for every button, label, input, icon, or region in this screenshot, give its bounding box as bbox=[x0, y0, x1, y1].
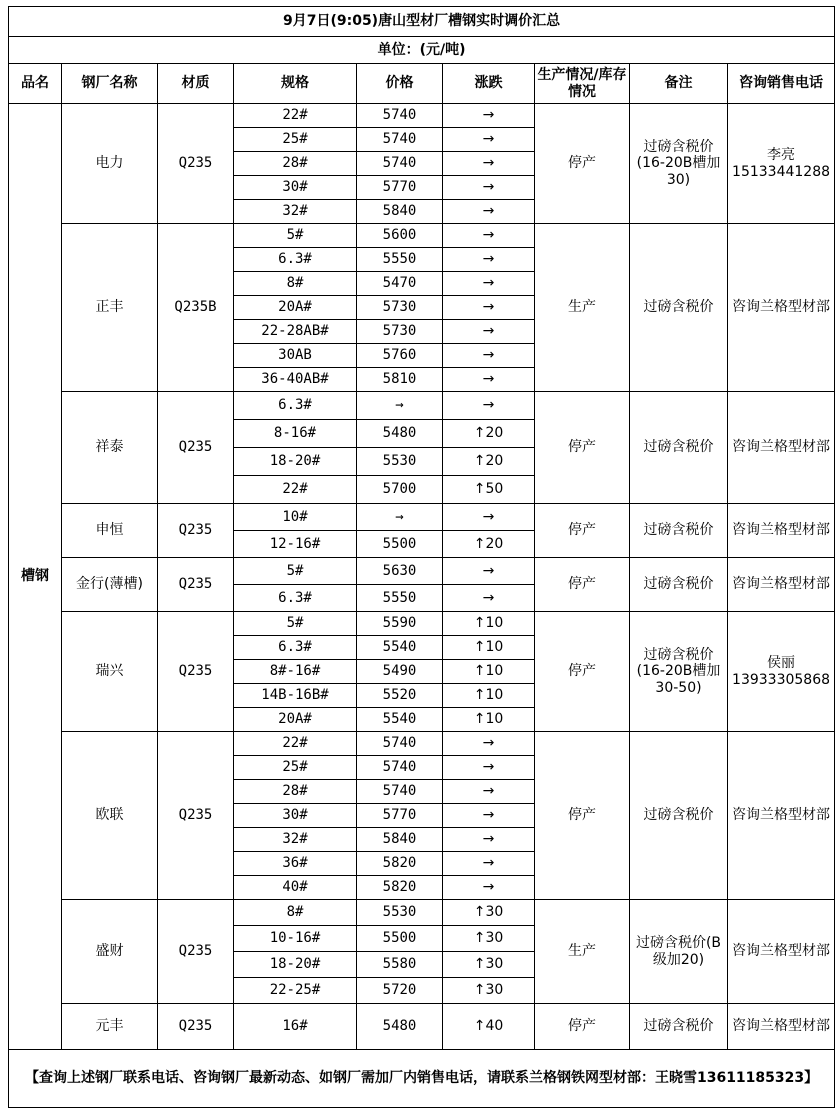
change-cell: → bbox=[443, 320, 535, 344]
change-cell: ↑10 bbox=[443, 684, 535, 708]
price-cell: 5470 bbox=[357, 272, 443, 296]
mill-material: Q235B bbox=[158, 224, 234, 392]
status-cell: 停产 bbox=[535, 1004, 630, 1050]
price-cell: 5740 bbox=[357, 104, 443, 128]
price-cell: 5590 bbox=[357, 612, 443, 636]
price-cell: 5550 bbox=[357, 248, 443, 272]
header-contact: 咨询销售电话 bbox=[728, 64, 835, 104]
spec-cell: 10-16# bbox=[234, 926, 357, 952]
price-sheet bbox=[8, 6, 831, 1108]
spec-cell: 8# bbox=[234, 272, 357, 296]
price-cell: 5700 bbox=[357, 476, 443, 504]
price-cell: 5530 bbox=[357, 448, 443, 476]
spec-cell: 30AB bbox=[234, 344, 357, 368]
price-cell: 5740 bbox=[357, 152, 443, 176]
price-cell: 5600 bbox=[357, 224, 443, 248]
mill-name: 瑞兴 bbox=[62, 612, 158, 732]
change-cell: ↑50 bbox=[443, 476, 535, 504]
change-cell: → bbox=[443, 852, 535, 876]
change-cell: ↑30 bbox=[443, 926, 535, 952]
header-note: 备注 bbox=[630, 64, 728, 104]
change-cell: → bbox=[443, 876, 535, 900]
price-cell: 5530 bbox=[357, 900, 443, 926]
header-material: 材质 bbox=[158, 64, 234, 104]
spec-cell: 16# bbox=[234, 1004, 357, 1050]
spec-cell: 20A# bbox=[234, 708, 357, 732]
contact-cell: 咨询兰格型材部 bbox=[728, 732, 835, 900]
change-cell: → bbox=[443, 152, 535, 176]
note-cell: 过磅含税价(16-20B槽加30) bbox=[630, 104, 728, 224]
price-cell: 5820 bbox=[357, 876, 443, 900]
spec-cell: 36# bbox=[234, 852, 357, 876]
spec-cell: 20A# bbox=[234, 296, 357, 320]
price-cell: 5820 bbox=[357, 852, 443, 876]
change-cell: ↑10 bbox=[443, 612, 535, 636]
change-cell: ↑20 bbox=[443, 531, 535, 558]
mill-name: 正丰 bbox=[62, 224, 158, 392]
status-cell: 生产 bbox=[535, 900, 630, 1004]
spec-cell: 28# bbox=[234, 152, 357, 176]
note-cell: 过磅含税价 bbox=[630, 732, 728, 900]
contact-cell: 李亮15133441288 bbox=[728, 104, 835, 224]
price-cell: 5480 bbox=[357, 420, 443, 448]
mill-material: Q235 bbox=[158, 504, 234, 558]
spec-cell: 8#-16# bbox=[234, 660, 357, 684]
spec-cell: 8# bbox=[234, 900, 357, 926]
price-cell: 5840 bbox=[357, 200, 443, 224]
price-cell: 5840 bbox=[357, 828, 443, 852]
spec-cell: 22# bbox=[234, 104, 357, 128]
change-cell: → bbox=[443, 200, 535, 224]
change-cell: → bbox=[443, 104, 535, 128]
price-cell: 5740 bbox=[357, 756, 443, 780]
header-price: 价格 bbox=[357, 64, 443, 104]
price-cell: 5770 bbox=[357, 176, 443, 200]
price-cell: 5730 bbox=[357, 296, 443, 320]
price-cell: 5740 bbox=[357, 780, 443, 804]
product-category: 槽钢 bbox=[9, 104, 62, 1050]
status-cell: 生产 bbox=[535, 224, 630, 392]
header-status: 生产情况/库存情况 bbox=[535, 64, 630, 104]
price-cell: 5480 bbox=[357, 1004, 443, 1050]
spec-cell: 30# bbox=[234, 176, 357, 200]
status-cell: 停产 bbox=[535, 558, 630, 612]
price-cell: 5760 bbox=[357, 344, 443, 368]
spec-cell: 28# bbox=[234, 780, 357, 804]
mill-name: 金行(薄槽) bbox=[62, 558, 158, 612]
price-cell: 5770 bbox=[357, 804, 443, 828]
table-row bbox=[9, 392, 835, 420]
page-title: 9月7日(9:05)唐山型材厂槽钢实时调价汇总 bbox=[9, 7, 835, 37]
spec-cell: 32# bbox=[234, 828, 357, 852]
table-row bbox=[9, 504, 835, 531]
mill-material: Q235 bbox=[158, 732, 234, 900]
price-cell: 5520 bbox=[357, 684, 443, 708]
mill-name: 电力 bbox=[62, 104, 158, 224]
header-product: 品名 bbox=[9, 64, 62, 104]
change-cell: → bbox=[443, 296, 535, 320]
spec-cell: 5# bbox=[234, 612, 357, 636]
footer-note: 【查询上述钢厂联系电话、咨询钢厂最新动态、如钢厂需加厂内销售电话，请联系兰格钢铁网型材部：王晓雪13611185323】 bbox=[9, 1050, 835, 1108]
price-table bbox=[8, 6, 835, 1108]
change-cell: → bbox=[443, 585, 535, 612]
change-cell: ↑30 bbox=[443, 978, 535, 1004]
spec-cell: 14B-16B# bbox=[234, 684, 357, 708]
price-cell: 5500 bbox=[357, 531, 443, 558]
change-cell: → bbox=[443, 504, 535, 531]
change-cell: ↑30 bbox=[443, 952, 535, 978]
mill-material: Q235 bbox=[158, 900, 234, 1004]
table-row bbox=[9, 224, 835, 248]
status-cell: 停产 bbox=[535, 612, 630, 732]
spec-cell: 6.3# bbox=[234, 585, 357, 612]
contact-cell: 咨询兰格型材部 bbox=[728, 224, 835, 392]
note-cell: 过磅含税价 bbox=[630, 392, 728, 504]
contact-cell: 咨询兰格型材部 bbox=[728, 392, 835, 504]
change-cell: → bbox=[443, 128, 535, 152]
change-cell: → bbox=[443, 392, 535, 420]
spec-cell: 8-16# bbox=[234, 420, 357, 448]
price-cell: 5500 bbox=[357, 926, 443, 952]
change-cell: ↑20 bbox=[443, 448, 535, 476]
note-cell: 过磅含税价(16-20B槽加30-50) bbox=[630, 612, 728, 732]
mill-name: 祥泰 bbox=[62, 392, 158, 504]
price-cell: 5740 bbox=[357, 732, 443, 756]
table-row bbox=[9, 1004, 835, 1050]
note-cell: 过磅含税价 bbox=[630, 558, 728, 612]
mill-material: Q235 bbox=[158, 104, 234, 224]
contact-cell: 侯丽13933305868 bbox=[728, 612, 835, 732]
header-change: 涨跌 bbox=[443, 64, 535, 104]
spec-cell: 22# bbox=[234, 476, 357, 504]
spec-cell: 12-16# bbox=[234, 531, 357, 558]
mill-name: 盛财 bbox=[62, 900, 158, 1004]
price-cell: 5540 bbox=[357, 708, 443, 732]
change-cell: ↑40 bbox=[443, 1004, 535, 1050]
spec-cell: 5# bbox=[234, 224, 357, 248]
change-cell: → bbox=[443, 756, 535, 780]
note-cell: 过磅含税价 bbox=[630, 224, 728, 392]
change-cell: → bbox=[443, 732, 535, 756]
table-row bbox=[9, 732, 835, 756]
change-cell: → bbox=[443, 780, 535, 804]
note-cell: 过磅含税价 bbox=[630, 504, 728, 558]
spec-cell: 10# bbox=[234, 504, 357, 531]
price-cell: 5550 bbox=[357, 585, 443, 612]
price-cell: 5810 bbox=[357, 368, 443, 392]
spec-cell: 36-40AB# bbox=[234, 368, 357, 392]
contact-cell: 咨询兰格型材部 bbox=[728, 558, 835, 612]
table-row bbox=[9, 104, 835, 128]
spec-cell: 22-25# bbox=[234, 978, 357, 1004]
price-cell: 5630 bbox=[357, 558, 443, 585]
change-cell: → bbox=[443, 804, 535, 828]
change-cell: → bbox=[443, 248, 535, 272]
price-cell: 5490 bbox=[357, 660, 443, 684]
spec-cell: 30# bbox=[234, 804, 357, 828]
contact-cell: 咨询兰格型材部 bbox=[728, 504, 835, 558]
spec-cell: 40# bbox=[234, 876, 357, 900]
spec-cell: 6.3# bbox=[234, 636, 357, 660]
change-cell: ↑30 bbox=[443, 900, 535, 926]
change-cell: → bbox=[443, 272, 535, 296]
header-mill: 钢厂名称 bbox=[62, 64, 158, 104]
price-cell: 5730 bbox=[357, 320, 443, 344]
contact-cell: 咨询兰格型材部 bbox=[728, 900, 835, 1004]
price-cell: → bbox=[357, 392, 443, 420]
status-cell: 停产 bbox=[535, 392, 630, 504]
spec-cell: 32# bbox=[234, 200, 357, 224]
note-cell: 过磅含税价(B级加20) bbox=[630, 900, 728, 1004]
change-cell: ↑10 bbox=[443, 708, 535, 732]
price-cell: → bbox=[357, 504, 443, 531]
status-cell: 停产 bbox=[535, 104, 630, 224]
spec-cell: 18-20# bbox=[234, 952, 357, 978]
mill-material: Q235 bbox=[158, 612, 234, 732]
note-cell: 过磅含税价 bbox=[630, 1004, 728, 1050]
change-cell: → bbox=[443, 224, 535, 248]
mill-name: 欧联 bbox=[62, 732, 158, 900]
change-cell: → bbox=[443, 176, 535, 200]
price-cell: 5720 bbox=[357, 978, 443, 1004]
price-cell: 5580 bbox=[357, 952, 443, 978]
spec-cell: 6.3# bbox=[234, 392, 357, 420]
change-cell: ↑20 bbox=[443, 420, 535, 448]
change-cell: → bbox=[443, 344, 535, 368]
status-cell: 停产 bbox=[535, 504, 630, 558]
mill-material: Q235 bbox=[158, 558, 234, 612]
spec-cell: 22# bbox=[234, 732, 357, 756]
mill-material: Q235 bbox=[158, 1004, 234, 1050]
table-row bbox=[9, 612, 835, 636]
header-spec: 规格 bbox=[234, 64, 357, 104]
status-cell: 停产 bbox=[535, 732, 630, 900]
mill-material: Q235 bbox=[158, 392, 234, 504]
table-row bbox=[9, 558, 835, 585]
unit-label: 单位：(元/吨) bbox=[9, 37, 835, 64]
price-cell: 5540 bbox=[357, 636, 443, 660]
change-cell: ↑10 bbox=[443, 660, 535, 684]
change-cell: ↑10 bbox=[443, 636, 535, 660]
price-cell: 5740 bbox=[357, 128, 443, 152]
change-cell: → bbox=[443, 368, 535, 392]
mill-name: 申恒 bbox=[62, 504, 158, 558]
spec-cell: 5# bbox=[234, 558, 357, 585]
spec-cell: 22-28AB# bbox=[234, 320, 357, 344]
contact-cell: 咨询兰格型材部 bbox=[728, 1004, 835, 1050]
change-cell: → bbox=[443, 828, 535, 852]
spec-cell: 25# bbox=[234, 756, 357, 780]
spec-cell: 25# bbox=[234, 128, 357, 152]
spec-cell: 18-20# bbox=[234, 448, 357, 476]
table-row bbox=[9, 900, 835, 926]
mill-name: 元丰 bbox=[62, 1004, 158, 1050]
spec-cell: 6.3# bbox=[234, 248, 357, 272]
change-cell: → bbox=[443, 558, 535, 585]
